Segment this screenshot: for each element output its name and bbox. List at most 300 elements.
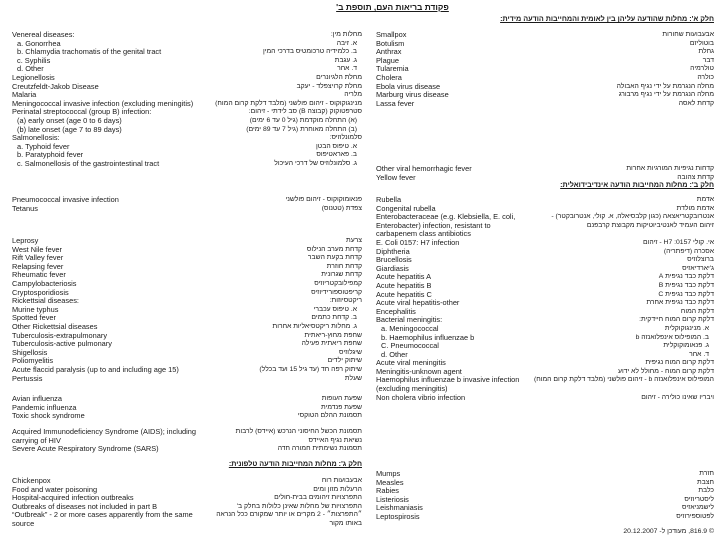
disease-name-hebrew [337, 40, 362, 49]
text-line: b. Haemophilus influenzae b [381, 332, 475, 342]
text-line: דבר [702, 56, 714, 64]
text-line: Enterobacter) infection, resistant to [376, 220, 491, 230]
document-title: פקודת בריאות העם, תוספת ב' [336, 2, 449, 12]
text-line: Ebola virus disease [376, 81, 441, 91]
text-line: שיגלוזיס [339, 348, 362, 356]
disease-row [12, 306, 362, 315]
text-line: לישמניאזיס [682, 504, 714, 512]
text-line: נשיאת נגיף האיידס [308, 436, 362, 444]
part-b-heading: חלק ב': מחלות המחייבות הודעה אינדיבידואלית: [560, 180, 714, 189]
text-line: ״התפרצות״ - 2 מקרים או יותר שמקורם ככל הנראה [216, 511, 362, 519]
disease-row [12, 428, 362, 445]
text-line: Chickenpox [12, 476, 51, 485]
text-line: סלמונלוזיס: [329, 134, 362, 142]
text-line: c. Salmonellosis of the gastrointestinal tract [17, 158, 160, 168]
text-line: אדמת [696, 196, 714, 203]
disease-name-hebrew [662, 31, 714, 40]
text-line: Acute hepatitis A [376, 272, 432, 282]
text-line: Murine typhus [12, 304, 59, 314]
disease-name-english [12, 412, 85, 421]
disease-name-hebrew [619, 91, 714, 100]
disease-name-hebrew [689, 351, 714, 360]
disease-name-hebrew [322, 205, 362, 214]
disease-name-hebrew [697, 479, 714, 488]
text-line: שפעת פנדמית [321, 403, 362, 411]
text-line: b. Paratyphoid fever [17, 150, 84, 160]
disease-name-hebrew [311, 314, 362, 323]
disease-name-hebrew [337, 65, 362, 74]
text-line: התפרצויות זיהומים בבית-חולים [274, 494, 362, 502]
text-line: (b) late onset (age 7 to 89 days) [17, 124, 122, 134]
disease-row [376, 394, 714, 403]
part-a-list [376, 31, 714, 108]
text-line: Yellow fever [376, 172, 416, 182]
disease-name-hebrew [344, 91, 362, 100]
text-line: התפרצויות של מחלות שאינן כלולות בחלק ב' [236, 502, 362, 510]
disease-row [376, 57, 714, 66]
disease-name-english [376, 100, 414, 109]
disease-name-hebrew [335, 57, 362, 66]
text-line: שחפת מחוץ-ריאתית [304, 331, 362, 339]
disease-row [376, 31, 714, 40]
text-line: ב. כלמידיה טרכומטיס בדרכי המין [262, 48, 357, 56]
disease-row [12, 48, 362, 57]
disease-name-hebrew [307, 246, 362, 255]
disease-name-hebrew [687, 256, 714, 265]
disease-row [12, 196, 362, 205]
disease-name-hebrew [677, 205, 714, 214]
text-line: a. Gonorrhea [17, 38, 61, 48]
disease-row [12, 160, 362, 169]
text-line: d. Other [17, 64, 44, 74]
text-line: ב. המופילוס אינפלואנזה b [635, 333, 709, 341]
text-line: Botulism [376, 38, 405, 48]
text-line: Giardiasis [376, 263, 409, 273]
text-line: קדחות נגיפיות המורגיות אחרות [626, 165, 714, 172]
disease-name-english [376, 513, 420, 522]
disease-name-hebrew [311, 289, 362, 298]
disease-name-hebrew [643, 239, 714, 248]
text-line: ד. אחר [689, 350, 709, 358]
disease-name-hebrew [305, 332, 362, 341]
footer-update-note: © 816.9, מעודכן ל- 20.12.2007 [623, 528, 714, 535]
text-line: Congenital rubella [376, 203, 436, 213]
text-line: מנינגוקוקוס - זיהום פולשני (מלבד דלקת קרום המוח) [215, 99, 362, 107]
disease-name-english [12, 160, 159, 169]
text-line: המופילוס אינפלואנזה b - זיהום פולשני (מלבד דלקת קרום המוח) [534, 376, 714, 384]
disease-name-hebrew [322, 395, 362, 404]
text-line: Shigellosis [12, 347, 48, 357]
disease-row [12, 65, 362, 74]
part-c-list [12, 477, 362, 529]
text-line: קדחת חוזרת [326, 262, 362, 270]
text-line: ב. קדחת כתמים [311, 314, 357, 322]
text-line: שחפת ריאתית פעילה [301, 340, 362, 348]
text-line: Salmonellosis: [12, 133, 60, 143]
text-line: Tuberculosis-extrapulmonary [12, 330, 108, 340]
disease-name-hebrew [641, 394, 714, 403]
disease-name-english [12, 445, 159, 454]
text-line: תסמונת הכשל החיסוני הנרכש (איידס) לרבות [235, 428, 362, 435]
disease-name-hebrew [690, 40, 714, 49]
text-line: קדחת שגרונית [321, 271, 362, 279]
text-line: סטרפטוקוק (קבוצה B) סב לידתי - זיהום: [248, 108, 362, 116]
text-line: Leprosy [12, 236, 39, 245]
text-line: ברוצלוזיס [687, 256, 714, 264]
text-line: a. Meningococcal [381, 323, 439, 333]
disease-row [376, 100, 714, 109]
text-line: חזרת [699, 470, 714, 477]
disease-name-hebrew [259, 366, 362, 375]
text-line: Pertussis [12, 373, 43, 383]
text-line: Brucellosis [376, 255, 412, 265]
text-line: קדחת צהובה [677, 173, 714, 181]
disease-name-hebrew [328, 357, 362, 366]
text-line: Tetanus [12, 203, 38, 213]
disease-name-hebrew [646, 299, 714, 308]
text-line: שפעת העופות [321, 395, 362, 402]
text-line: מחלת קרויצפלד - יעקב [296, 82, 362, 90]
text-line: דלקת כבד נגיפית A [658, 273, 714, 281]
disease-name-english [12, 428, 196, 445]
disease-name-hebrew [321, 271, 362, 280]
text-line: Food and water poisoning [12, 484, 98, 494]
text-line: קריפטוספורידיוזיס [311, 288, 362, 296]
text-line: ג. פנאומוקוקלית [663, 342, 709, 350]
text-line: (a) early onset (age 0 to 6 days) [17, 115, 122, 125]
disease-row [12, 57, 362, 66]
text-line: carbapenem class antibiotics [376, 229, 471, 239]
text-line: תסמונת ההלם הטוקסי [297, 412, 362, 420]
text-line: Spotted fever [12, 313, 56, 323]
disease-name-hebrew [682, 504, 714, 513]
text-line: מחלה הנגרמת על ידי נגיף מרבורג [618, 91, 714, 99]
disease-name-hebrew [273, 323, 363, 332]
disease-row [376, 513, 714, 522]
disease-row [376, 342, 714, 351]
text-line: carrying of HIV [12, 435, 61, 445]
text-line: א. טיפוס הבטן [316, 142, 357, 150]
disease-name-hebrew [659, 273, 714, 282]
text-line: (ב) התחלה מאוחרת (גיל 7 עד 89 ימים) [246, 125, 357, 133]
text-line: Diphtheria [376, 246, 410, 256]
text-line: א. זיבה [336, 39, 357, 47]
text-line: מחלה הנגרמת על ידי נגיף האבולה [616, 82, 714, 90]
text-line: א. מנינגוקוקלית [664, 324, 709, 332]
disease-name-hebrew [263, 48, 362, 57]
text-line: דלקת כבד נגיפית B [658, 281, 714, 289]
disease-name-hebrew [250, 117, 362, 126]
disease-name-hebrew [551, 213, 714, 230]
text-line: אי. קולי 0157: H7 - זיהום [642, 238, 714, 246]
text-line: Acute viral hepatitis-other [376, 298, 460, 308]
text-line: דלקת קרום המוח חיידקית: [639, 316, 714, 324]
text-line: “Outbreak” - 2 or more cases apparently from the same [12, 510, 193, 520]
disease-row [376, 504, 714, 513]
disease-name-hebrew [285, 196, 362, 205]
disease-name-hebrew [314, 306, 362, 315]
text-line: Venereal diseases: [12, 30, 75, 39]
disease-row [376, 65, 714, 74]
text-line: מחלת הלגיונרים [316, 73, 362, 81]
text-line: Perinatal streptococcal (group B) infection: [12, 107, 152, 117]
text-line: Listeriosis [376, 494, 409, 504]
disease-row [376, 48, 714, 57]
part-a-heading: חלק א': מחלות שהודעה עליהן בין לאומית והמחייבות הודעה מידית: [500, 14, 714, 23]
text-line: a. Typhoid fever [17, 141, 70, 151]
disease-row [12, 375, 362, 384]
disease-name-hebrew [330, 134, 362, 143]
disease-name-hebrew [697, 196, 714, 205]
text-line: Marburg virus disease [376, 90, 449, 100]
disease-row [12, 412, 362, 421]
part-b-list-3 [12, 31, 362, 169]
disease-row [12, 246, 362, 255]
disease-name-hebrew [617, 83, 714, 92]
disease-name-hebrew [313, 486, 362, 495]
disease-name-hebrew [314, 280, 362, 289]
disease-name-hebrew [639, 316, 714, 325]
text-line: Acute viral meningitis [376, 358, 446, 368]
disease-row [376, 496, 714, 505]
text-line: בוטוליזם [689, 39, 714, 47]
disease-name-hebrew [246, 126, 362, 135]
disease-name-hebrew [690, 65, 714, 74]
text-line: Pandemic influenza [12, 402, 77, 412]
disease-row [12, 349, 362, 358]
text-line: Meningococcal invasive infection (excluding meningitis) [12, 98, 194, 108]
text-line: West Nile fever [12, 244, 62, 254]
text-line: Acute flaccid paralysis (up to and including age 15) [12, 364, 179, 374]
disease-row [12, 366, 362, 375]
disease-name-hebrew [298, 412, 362, 421]
disease-name-hebrew [659, 282, 714, 291]
text-line: שיתוק ילדים [327, 357, 362, 365]
text-line: קדחת בקעת השבר [307, 254, 362, 262]
text-line: צפדת (טטנוס) [321, 204, 362, 212]
text-line: קדחת לאסה [678, 99, 714, 107]
text-line: E. Coli 0157: H7 infection [376, 237, 460, 247]
disease-name-hebrew [699, 470, 714, 479]
text-line: צרעת [346, 237, 362, 244]
disease-name-hebrew [316, 74, 362, 83]
text-line: Haemophilus influenzae b invasive infection [376, 375, 520, 385]
part-b-list-7 [12, 428, 362, 454]
text-line: ריקטסיוזות: [329, 297, 362, 305]
text-line: (א) התחלה מוקדמת (גיל 0 עד 6 ימים) [249, 116, 357, 124]
text-line: ליסטריוזיס [684, 495, 714, 503]
text-line: Plague [376, 55, 400, 65]
text-line: פנאומוקוקוס - זיהום פולשני [285, 196, 362, 203]
part-b-list-1 [376, 196, 714, 402]
disease-name-hebrew [676, 513, 714, 522]
text-line: שיתוק רפה חד (עד גיל 15 ועד בכלל) [259, 365, 362, 373]
text-line: דלקת קרום המוח - מחולל לא ידוע [618, 367, 714, 375]
disease-row [12, 297, 362, 306]
text-line: Bacterial meningitis: [376, 315, 443, 325]
disease-name-hebrew [330, 297, 362, 306]
disease-row [376, 487, 714, 496]
text-line: אבעבועות שחורות [662, 31, 714, 38]
disease-name-hebrew [626, 165, 714, 174]
text-line: אדמת מולדת [676, 204, 714, 212]
disease-row [12, 31, 362, 40]
text-line: ב. פאראטיפוס [316, 151, 357, 159]
text-line: אבעבועות רוח [321, 477, 362, 484]
part-b-list-2 [376, 470, 714, 522]
disease-name-hebrew [274, 494, 362, 503]
text-line: Lassa fever [376, 98, 415, 108]
disease-name-english [376, 376, 519, 393]
text-line: דלקת כבד נגיפית אחרת [646, 299, 714, 307]
disease-name-hebrew [297, 83, 362, 92]
text-line: Other Rickettsial diseases [12, 321, 98, 331]
text-line: Tularemia [376, 64, 409, 74]
text-line: source [12, 518, 35, 528]
text-line: דלקת קרום המוח נגיפית [645, 359, 714, 367]
text-line: d. Other [381, 349, 408, 359]
disease-name-hebrew [274, 160, 362, 169]
text-line: Non cholera vibrio infection [376, 392, 466, 402]
text-line: Leishmaniasis [376, 503, 423, 513]
text-line: מלריה [344, 91, 362, 99]
text-line: Hospital-acquired infection outbreaks [12, 493, 134, 503]
disease-row [376, 91, 714, 100]
text-line: Severe Acute Respiratory Syndrome (SARS) [12, 444, 159, 454]
part-c-heading: חלק ג': מחלות המחייבות הודעה טלפונית: [228, 459, 362, 468]
text-line: b. Chlamydia trachomatis of the genital tract [17, 47, 162, 57]
disease-name-hebrew [327, 263, 362, 272]
disease-row [376, 299, 714, 308]
disease-name-hebrew [345, 375, 362, 384]
disease-name-hebrew [331, 31, 362, 40]
text-line: ד. אחר [337, 65, 357, 73]
text-line: Measles [376, 477, 404, 487]
text-line: Encephalitis [376, 306, 416, 316]
disease-row [376, 239, 714, 248]
disease-row [376, 213, 714, 239]
disease-name-english [376, 213, 515, 239]
text-line: Rubella [376, 195, 402, 204]
disease-name-hebrew [278, 445, 362, 454]
text-line: Other viral hemorrhagic fever [376, 164, 472, 173]
text-line: כולרה [697, 73, 714, 81]
disease-row [376, 479, 714, 488]
text-line: Acquired Immunodeficiency Syndrome (AIDS); including [12, 427, 197, 436]
disease-row [12, 83, 362, 92]
disease-name-english [12, 375, 42, 384]
disease-row [12, 340, 362, 349]
text-line: Legionellosis [12, 72, 55, 82]
disease-row [12, 126, 362, 135]
text-line: Acute hepatitis B [376, 280, 432, 290]
disease-name-hebrew [249, 108, 362, 117]
text-line: Pneumococcal invasive infection [12, 195, 119, 204]
disease-row [376, 40, 714, 49]
disease-name-hebrew [346, 237, 362, 246]
text-line: ג'יארדיאזיס [682, 264, 714, 272]
text-line: Outbreaks of diseases not included in part B [12, 501, 158, 511]
part-b-list-4 [12, 196, 362, 213]
disease-row [376, 256, 714, 265]
disease-name-hebrew [236, 428, 362, 445]
disease-name-hebrew [697, 74, 714, 83]
text-line: Avian influenza [12, 394, 62, 403]
text-line: Creutzfeldt-Jakob Disease [12, 81, 99, 91]
text-line: Tuberculosis-active pulmonary [12, 339, 112, 349]
part-b-list-5 [12, 237, 362, 383]
text-line: Enterobacteraceae (e.g. Klebsiella, E. coli, [376, 212, 516, 222]
text-line: קמפילובקטריוזיס [314, 279, 362, 287]
text-line: Campylobacteriosis [12, 278, 77, 288]
text-line: תסמונת נשימתית חמורה חדה [277, 445, 362, 453]
disease-row [376, 376, 714, 393]
text-line: Relapsing fever [12, 261, 64, 271]
disease-name-hebrew [316, 151, 362, 160]
text-line: Cryptosporidiosis [12, 287, 69, 297]
disease-name-hebrew [663, 342, 714, 351]
disease-row [12, 445, 362, 454]
text-line: Cholera [376, 72, 402, 82]
text-line: אסכרה (דיפתריה) [663, 247, 714, 255]
text-line: Rift Valley fever [12, 253, 64, 263]
disease-name-hebrew [534, 376, 714, 385]
disease-name-hebrew [698, 487, 714, 496]
disease-name-hebrew [698, 48, 714, 57]
disease-row [376, 470, 714, 479]
text-line: ג. סלמונלוזיס של דרכי העיכול [274, 159, 357, 167]
text-line: גחלת [698, 48, 714, 56]
disease-row [12, 237, 362, 246]
disease-name-hebrew [679, 100, 714, 109]
text-line: Smallpox [376, 30, 407, 39]
disease-name-hebrew [665, 325, 714, 334]
text-line: Malaria [12, 90, 37, 100]
disease-name-english [376, 394, 465, 403]
disease-row [376, 165, 714, 174]
disease-name-english [376, 174, 416, 183]
text-line: Rickettsial diseases: [12, 296, 79, 306]
disease-name-hebrew [636, 334, 714, 343]
text-line: Toxic shock syndrome [12, 411, 85, 421]
disease-name-hebrew [316, 143, 362, 152]
text-line: א. טיפוס עכברי [313, 305, 357, 313]
disease-name-hebrew [322, 477, 362, 486]
text-line: חצבת [697, 478, 714, 486]
disease-name-hebrew [321, 404, 362, 413]
part-b-list-6 [12, 395, 362, 421]
text-line: Acute hepatitis C [376, 289, 432, 299]
text-line: Rabies [376, 486, 400, 496]
text-line: הרעלות מזון ומים [313, 485, 362, 493]
text-line: זיהום העמיד לאנטיביוטיקות מקבוצת קרבפנם [586, 221, 714, 229]
text-line: באותו מקור [329, 519, 362, 527]
text-line: Rheumatic fever [12, 270, 66, 280]
text-line: C. Pneumococcal [381, 341, 439, 351]
text-line: טולרמיה [690, 65, 714, 73]
text-line: כלבת [698, 487, 714, 495]
disease-row [12, 205, 362, 214]
disease-row [12, 511, 362, 528]
text-line: Mumps [376, 469, 401, 478]
text-line: c. Syphilis [17, 55, 51, 65]
text-line: דלקת המוח [680, 307, 714, 315]
text-line: מחלות מין: [330, 31, 362, 38]
disease-name-english [12, 205, 38, 214]
disease-name-hebrew [664, 248, 714, 257]
text-line: Leptospirosis [376, 511, 420, 521]
disease-name-hebrew [658, 291, 714, 300]
